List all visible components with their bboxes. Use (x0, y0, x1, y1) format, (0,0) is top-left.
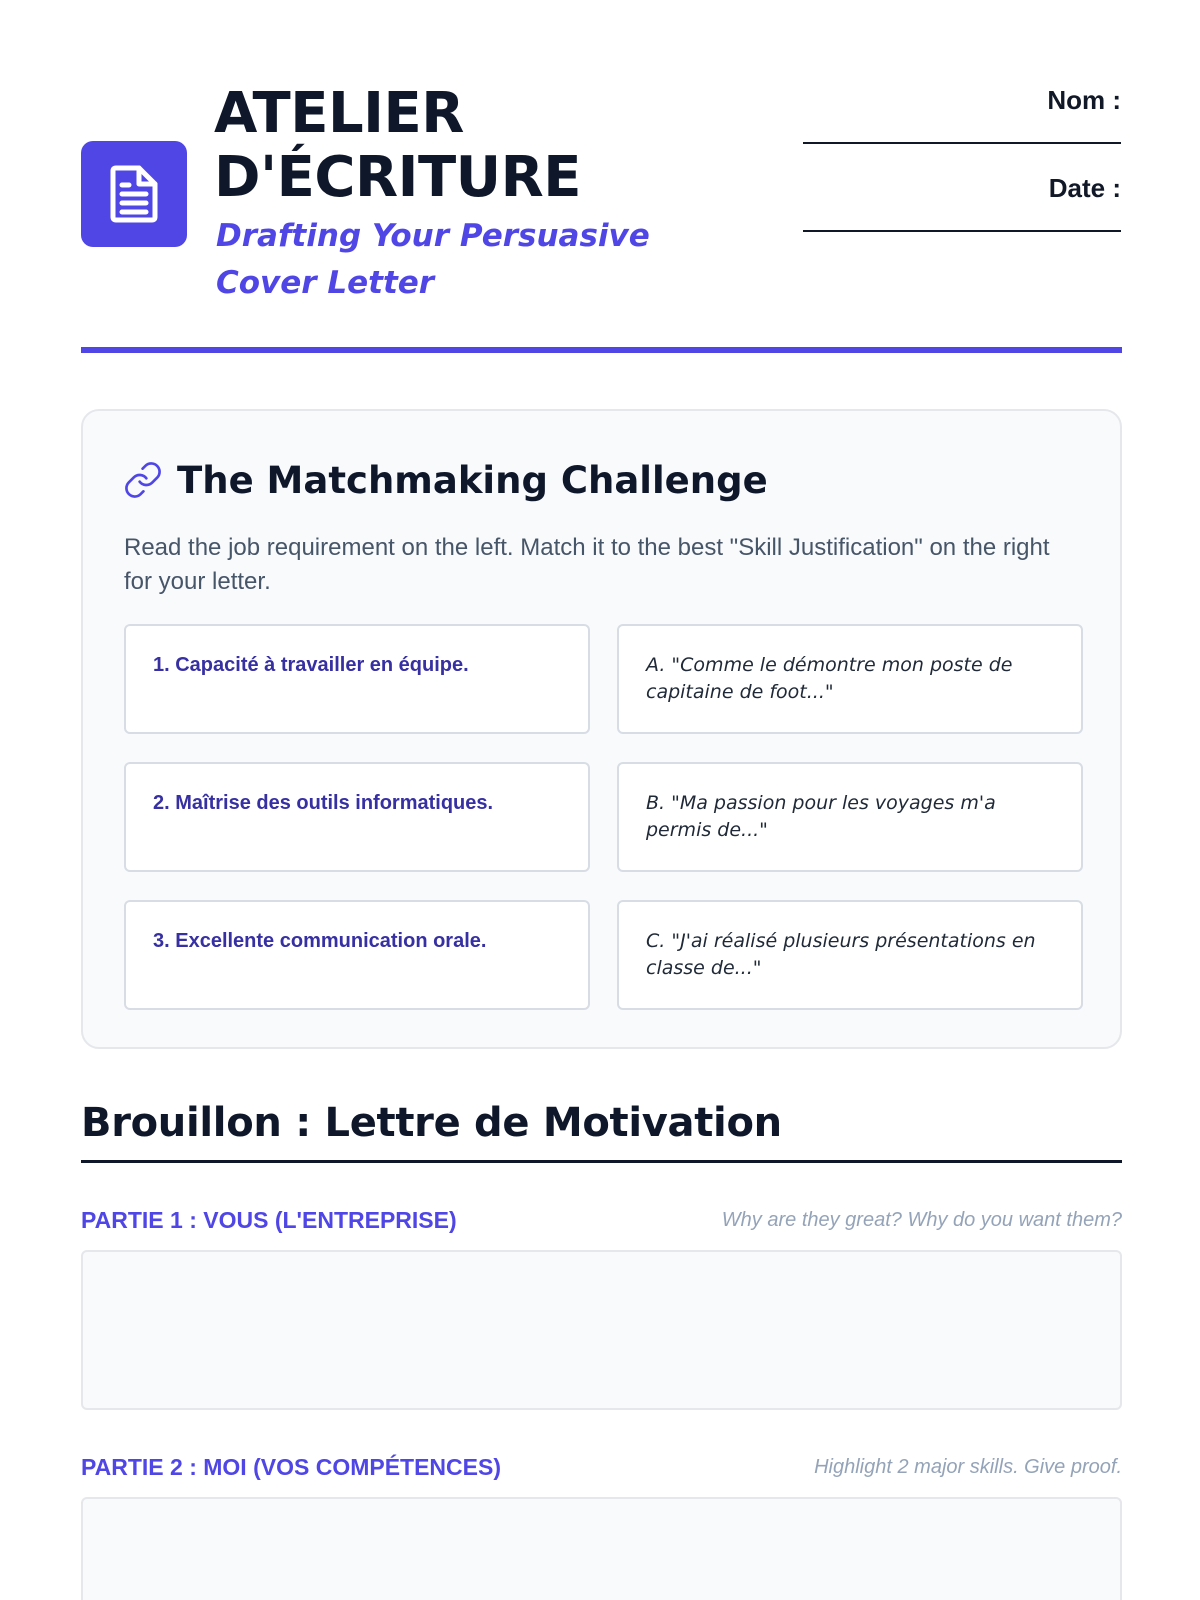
card-heading (123, 455, 768, 505)
part-2-hint: Highlight 2 major skills. Give proof. (814, 1455, 1122, 1478)
part-1-label: PARTIE 1 : VOUS (L'ENTREPRISE) (81, 1206, 457, 1233)
justification-box[interactable] (617, 900, 1083, 1010)
header-divider (81, 347, 1122, 353)
part-2-writing-area[interactable] (81, 1497, 1122, 1600)
requirement-box[interactable] (124, 900, 590, 1010)
worksheet-header (81, 78, 1121, 318)
justification-text: C. "J'ai réalisé plusieurs présentations en classe de..." (646, 930, 1036, 979)
name-field[interactable] (803, 140, 1121, 144)
date-field[interactable] (803, 228, 1121, 232)
page-subtitle: Drafting Your Persuasive Cover Letter (216, 218, 650, 301)
requirement-text: 1. Capacité à travailler en équipe. (153, 654, 469, 676)
part-2-label: PARTIE 2 : MOI (VOS COMPÉTENCES) (81, 1453, 501, 1480)
justification-box[interactable] (617, 624, 1083, 734)
justification-box[interactable] (617, 762, 1083, 872)
name-label: Nom : (1047, 85, 1121, 115)
matchmaking-card (81, 409, 1122, 1049)
requirement-text: 3. Excellente communication orale. (153, 930, 487, 952)
date-label: Date : (1048, 173, 1121, 203)
part-1-hint: Why are they great? Why do you want them? (721, 1208, 1122, 1231)
student-info (801, 84, 1121, 260)
part-1-writing-area[interactable] (81, 1250, 1122, 1410)
page-title: ATELIER D'ÉCRITURE (214, 81, 581, 210)
draft-title: Brouillon : Lettre de Motivation (81, 1100, 782, 1146)
requirement-box[interactable] (124, 762, 590, 872)
justification-text: B. "Ma passion pour les voyages m'a permis de..." (646, 792, 996, 841)
link-icon (123, 460, 163, 500)
card-instructions: Read the job requirement on the left. Match it to the best "Skill Justification" on the right for your letter. (124, 534, 1050, 595)
match-grid (124, 624, 1081, 1010)
document-icon (81, 141, 187, 247)
part-1-header (81, 1204, 1122, 1236)
card-title: The Matchmaking Challenge (177, 458, 768, 502)
justification-text: A. "Comme le démontre mon poste de capitaine de foot..." (646, 654, 1013, 703)
requirement-box[interactable] (124, 624, 590, 734)
requirement-text: 2. Maîtrise des outils informatiques. (153, 792, 494, 814)
draft-divider (81, 1160, 1122, 1163)
part-2-header (81, 1451, 1122, 1483)
